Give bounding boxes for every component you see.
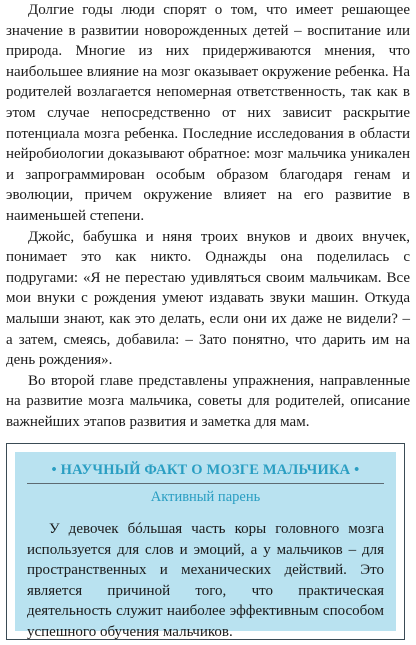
fact-box-text: У девочек бóльшая часть коры головного мозга используется для слов и эмоций, а у мальчиков – для пространственных и механических действий. Это является причиной того, что практическая деятельность служит наиболее эффективным способом успешного обучения мальчиков.: [27, 521, 384, 640]
bullet-left-icon: •: [51, 462, 57, 478]
science-fact-panel: [15, 452, 396, 640]
fact-box-body: [27, 519, 384, 643]
main-text: [6, 0, 410, 432]
page-content: [6, 0, 410, 432]
fact-box-subtitle: Активный парень: [150, 489, 261, 505]
fact-box-divider: [27, 483, 384, 484]
paragraph-1: Долгие годы люди спорят о том, что имеет решающее значение в развитии новорожденных детей – воспитание или природа. Многие из них придерживаются мнения, что наибольшее влияние на мозг оказывает окружение ребенка. На родителей возлагается непомерная ответственность, так как в этом случае непосредственно от них зависит раскрытие потенциала мозга ребенка. Последние исследования в области нейробиологии доказывают обратное: мозг мальчика уникален и запрограммирован особым образом благодаря генам и эволюции, причем окружение влияет на его развитие в наименьшей степени.: [6, 2, 410, 224]
paragraph-2: Джойс, бабушка и няня троих внуков и двоих внучек, понимает это как никто. Однажды она поделилась с подругами: «Я не перестаю удивляться своим мальчикам. Все мои внуки с рождения умеют издавать звуки машин. Откуда малыши знают, как это делать, если они их даже не видели? – а затем, смеясь, добавила: – Зато понятно, что дарить им на день рождения».: [6, 228, 410, 369]
fact-box-title-text: НАУЧНЫЙ ФАКТ О МОЗГЕ МАЛЬЧИКА: [60, 462, 351, 478]
paragraph-3: Во второй главе представлены упражнения, направленные на развитие мозга мальчика, советы для родителей, описание важнейших этапов развития и заметка для мам.: [6, 372, 410, 430]
science-fact-box: [6, 443, 405, 640]
fact-box-title: [27, 460, 384, 480]
bullet-right-icon: •: [354, 462, 360, 478]
